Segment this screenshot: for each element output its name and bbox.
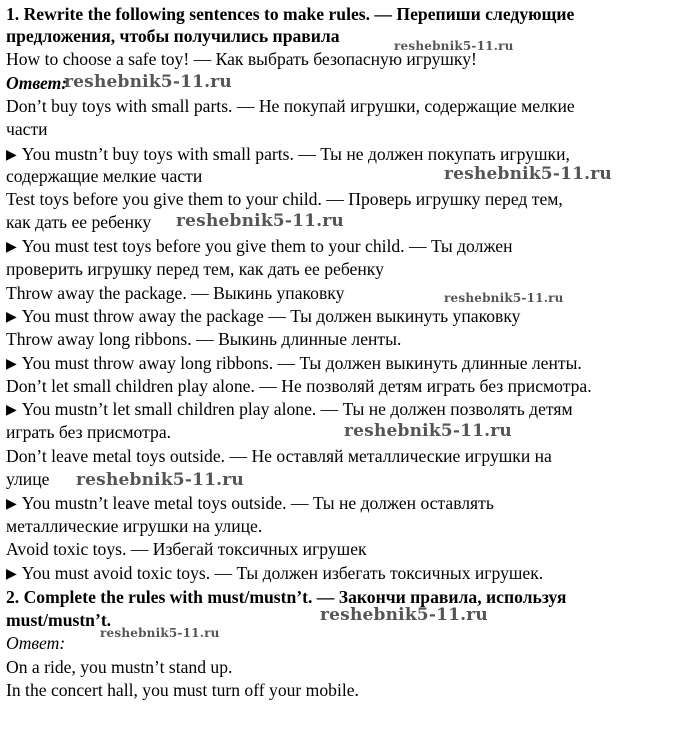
text-line: Don’t let small children play alone. — Не позволяй детям играть без присмотра. xyxy=(6,376,592,396)
watermark: reshebnik5-11.ru xyxy=(344,421,512,441)
answer-label: Ответ: xyxy=(6,73,68,93)
rule-text: You must avoid toxic toys. — Ты должен избегать токсичных игрушек. xyxy=(21,563,544,583)
text-line: How to choose a safe toy! — Как выбрать безопасную игрушку! xyxy=(6,49,477,69)
exercise-2-heading-cont: must/mustn’t. xyxy=(6,610,112,630)
rule-line xyxy=(6,235,688,260)
watermark: reshebnik5-11.ru xyxy=(100,626,220,640)
watermark: reshebnik5-11.ru xyxy=(76,470,244,490)
exercise-1-heading-cont: предложения, чтобы получились правила xyxy=(6,26,340,46)
text-line: металлические игрушки на улице. xyxy=(6,516,263,536)
rule-text: You must test toys before you give them to your child. — Ты должен xyxy=(21,236,513,256)
text-line: Avoid toxic toys. — Избегай токсичных игрушек xyxy=(6,539,367,559)
arrow-bullet-icon: ▶ xyxy=(6,497,17,512)
rule-line xyxy=(6,562,688,587)
rule-text: You mustn’t let small children play alone. — Ты не должен позволять детям xyxy=(21,399,573,419)
watermark: reshebnik5-11.ru xyxy=(394,39,514,53)
text-line: проверить игрушку перед тем, как дать ее ребенку xyxy=(6,259,384,279)
text-line: On a ride, you mustn’t stand up. xyxy=(6,657,233,677)
text-line: Throw away long ribbons. — Выкинь длинные ленты. xyxy=(6,329,402,349)
rule-line xyxy=(6,352,688,377)
rule-text: You must throw away the package — Ты должен выкинуть упаковку xyxy=(21,306,521,326)
arrow-bullet-icon: ▶ xyxy=(6,403,17,418)
arrow-bullet-icon: ▶ xyxy=(6,357,17,372)
exercise-1-heading: 1. Rewrite the following sentences to make rules. — Перепиши следующие xyxy=(6,4,575,24)
rule-text: You must throw away long ribbons. — Ты должен выкинуть длинные ленты. xyxy=(21,353,582,373)
arrow-bullet-icon: ▶ xyxy=(6,567,17,582)
watermark: reshebnik5-11.ru xyxy=(444,291,564,305)
rule-line xyxy=(6,398,688,423)
text-line: улице xyxy=(6,469,50,489)
watermark: reshebnik5-11.ru xyxy=(320,605,488,625)
text-line: In the concert hall, you must turn off your mobile. xyxy=(6,680,359,700)
text-line: играть без присмотра. xyxy=(6,422,172,442)
exercise-2-heading: 2. Complete the rules with must/mustn’t. — Закончи правила, используя xyxy=(6,587,567,607)
rule-text: You mustn’t leave metal toys outside. — Ты не должен оставлять xyxy=(21,493,494,513)
rule-line xyxy=(6,305,688,330)
arrow-bullet-icon: ▶ xyxy=(6,240,17,255)
text-line: Don’t buy toys with small parts. — Не покупай игрушки, содержащие мелкие xyxy=(6,96,575,116)
text-line: Don’t leave metal toys outside. — Не оставляй металлические игрушки на xyxy=(6,446,552,466)
text-line: части xyxy=(6,119,48,139)
text-line: Test toys before you give them to your child. — Проверь игрушку перед тем, xyxy=(6,189,563,209)
text-line: как дать ее ребенку xyxy=(6,212,152,232)
arrow-bullet-icon: ▶ xyxy=(6,310,17,325)
watermark: reshebnik5-11.ru xyxy=(176,211,344,231)
text-line: содержащие мелкие части xyxy=(6,166,203,186)
rule-text: You mustn’t buy toys with small parts. — Ты не должен покупать игрушки, xyxy=(21,144,570,164)
answer-label: Ответ: xyxy=(6,633,66,653)
arrow-bullet-icon: ▶ xyxy=(6,148,17,163)
watermark: reshebnik5-11.ru xyxy=(64,72,232,92)
text-line: Throw away the package. — Выкинь упаковку xyxy=(6,283,345,303)
watermark: reshebnik5-11.ru xyxy=(444,164,612,184)
rule-line xyxy=(6,492,688,517)
